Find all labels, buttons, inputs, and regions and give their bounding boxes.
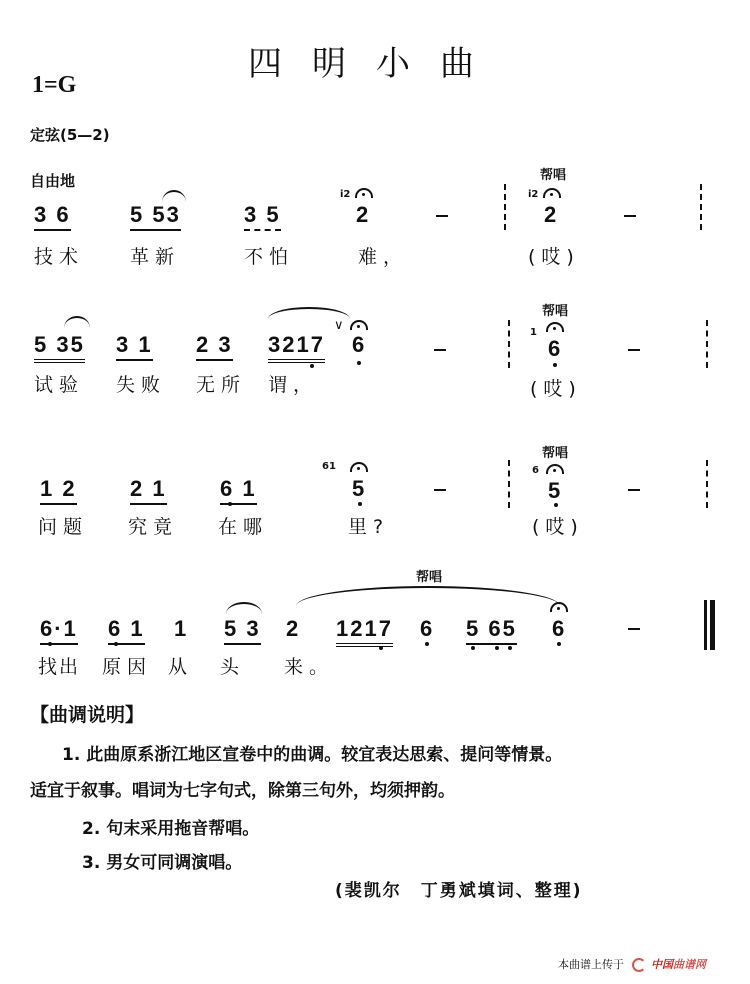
lyric: 失败 bbox=[116, 374, 167, 396]
note-group: 5 3 bbox=[224, 616, 261, 645]
note-group: 6 1 bbox=[108, 616, 145, 645]
grace-note: 61 bbox=[322, 461, 336, 472]
note-item-3: 3. 男女可同调演唱。 bbox=[82, 853, 243, 873]
note: 2 bbox=[544, 202, 559, 227]
tempo-marking: 自由地 bbox=[30, 172, 76, 190]
lyric: 难， bbox=[358, 246, 409, 268]
note-group: 5 53 bbox=[130, 202, 181, 231]
note: 2 bbox=[286, 616, 301, 641]
lyric: 不怕 bbox=[244, 246, 295, 268]
note-group: 1217 bbox=[336, 616, 393, 647]
low-octave-dot bbox=[425, 642, 429, 646]
barline bbox=[706, 460, 708, 508]
low-octave-dot bbox=[48, 642, 52, 646]
low-octave-dot bbox=[310, 364, 314, 368]
lyric: (哎) bbox=[530, 378, 582, 400]
note: 1 bbox=[174, 616, 189, 641]
grace-note: 6 bbox=[532, 465, 539, 476]
chorus-label: 帮唱 bbox=[542, 304, 569, 319]
low-octave-dot bbox=[554, 503, 558, 507]
low-octave-dot bbox=[357, 361, 361, 365]
dash bbox=[434, 489, 446, 491]
lyric: 里? bbox=[348, 516, 390, 538]
chorus-label: 帮唱 bbox=[542, 446, 569, 461]
low-octave-dot bbox=[553, 363, 557, 367]
tuning-indication: 定弦(5—2) bbox=[30, 126, 110, 144]
lyric: 革新 bbox=[130, 246, 181, 268]
slur bbox=[64, 316, 90, 328]
site-name-b: 曲谱网 bbox=[673, 958, 706, 971]
note-group: 3 5 bbox=[244, 202, 281, 231]
site-name-a: 中国 bbox=[651, 958, 673, 971]
note-group: 5 65 bbox=[466, 616, 517, 645]
note-group: 1 2 bbox=[40, 476, 77, 505]
lyric: 来。 bbox=[284, 656, 335, 678]
note-item-1: 1. 此曲原系浙江地区宣卷中的曲调。较宜表达思索、提问等情景。 bbox=[62, 745, 563, 765]
note: 6 bbox=[420, 616, 435, 641]
low-octave-dot bbox=[114, 642, 118, 646]
note-item-1-cont: 适宜于叙事。唱词为七字句式，除第三句外，均须押韵。 bbox=[30, 781, 455, 801]
site-logo-icon bbox=[632, 958, 646, 972]
slur bbox=[226, 602, 262, 614]
lyric: 头 bbox=[220, 656, 246, 678]
lyric: 找出 bbox=[38, 656, 81, 678]
lyric: 谓， bbox=[268, 374, 319, 396]
low-octave-dot bbox=[471, 646, 475, 650]
lyric: 究竟 bbox=[128, 516, 179, 538]
dash bbox=[434, 349, 446, 351]
grace-note: 1 bbox=[530, 327, 537, 338]
final-barline-thick bbox=[710, 600, 715, 650]
upload-text: 本曲谱上传于 bbox=[558, 958, 624, 971]
note: 6 bbox=[548, 336, 563, 361]
fermata-icon bbox=[550, 602, 568, 612]
lyric: 技术 bbox=[34, 246, 85, 268]
lyric: 问题 bbox=[38, 516, 89, 538]
fermata-icon bbox=[543, 188, 561, 198]
lyric: 无所 bbox=[196, 374, 247, 396]
song-title: 四明小曲 bbox=[248, 44, 504, 84]
fermata-icon bbox=[546, 464, 564, 474]
note: 6 bbox=[352, 332, 367, 357]
note-group: 6 1 bbox=[220, 476, 257, 505]
note-item-2: 2. 句末采用拖音帮唱。 bbox=[82, 819, 260, 839]
lyric: 从 bbox=[168, 656, 194, 678]
note: 6 bbox=[552, 616, 567, 641]
dash bbox=[628, 349, 640, 351]
notes-heading: 【曲调说明】 bbox=[30, 704, 145, 726]
fermata-icon bbox=[355, 188, 373, 198]
fermata-icon bbox=[350, 320, 368, 330]
grace-note: i2 bbox=[340, 189, 351, 200]
note: 2 bbox=[356, 202, 371, 227]
lyric: (哎) bbox=[528, 246, 580, 268]
low-octave-dot bbox=[557, 642, 561, 646]
dash bbox=[628, 628, 640, 630]
barline bbox=[504, 184, 506, 230]
final-barline-thin bbox=[704, 600, 707, 650]
slur bbox=[296, 586, 560, 606]
note: 5 bbox=[352, 476, 367, 501]
dash bbox=[436, 215, 448, 217]
note-group: 2 1 bbox=[130, 476, 167, 505]
note-group: 3 1 bbox=[116, 332, 153, 361]
dash bbox=[628, 489, 640, 491]
barline bbox=[508, 460, 510, 508]
dash bbox=[624, 215, 636, 217]
breath-mark: ∨ bbox=[334, 318, 344, 333]
note-group: 3 6 bbox=[34, 202, 71, 231]
low-octave-dot bbox=[358, 502, 362, 506]
slur bbox=[162, 190, 186, 202]
key-signature: 1=G bbox=[32, 72, 77, 98]
lyric: 原因 bbox=[102, 656, 153, 678]
barline bbox=[700, 184, 702, 230]
note-group: 6·1 bbox=[40, 616, 78, 645]
barline bbox=[706, 320, 708, 368]
lyric: 试验 bbox=[34, 374, 85, 396]
low-octave-dot bbox=[228, 502, 232, 506]
lyric: (哎) bbox=[532, 516, 584, 538]
fermata-icon bbox=[546, 322, 564, 332]
grace-note: i2 bbox=[528, 189, 539, 200]
note-group: 5 35 bbox=[34, 332, 85, 363]
credits: (裴凯尔 丁勇斌填词、整理) bbox=[335, 881, 583, 901]
note-group: 3217 bbox=[268, 332, 325, 363]
chorus-label: 帮唱 bbox=[540, 168, 567, 183]
chorus-label: 帮唱 bbox=[416, 570, 443, 585]
low-octave-dot bbox=[508, 646, 512, 650]
low-octave-dot bbox=[495, 646, 499, 650]
watermark bbox=[558, 956, 706, 972]
barline bbox=[508, 320, 510, 368]
lyric: 在哪 bbox=[218, 516, 269, 538]
note: 5 bbox=[548, 478, 563, 503]
fermata-icon bbox=[350, 462, 368, 472]
note-group: 2 3 bbox=[196, 332, 233, 361]
low-octave-dot bbox=[379, 646, 383, 650]
